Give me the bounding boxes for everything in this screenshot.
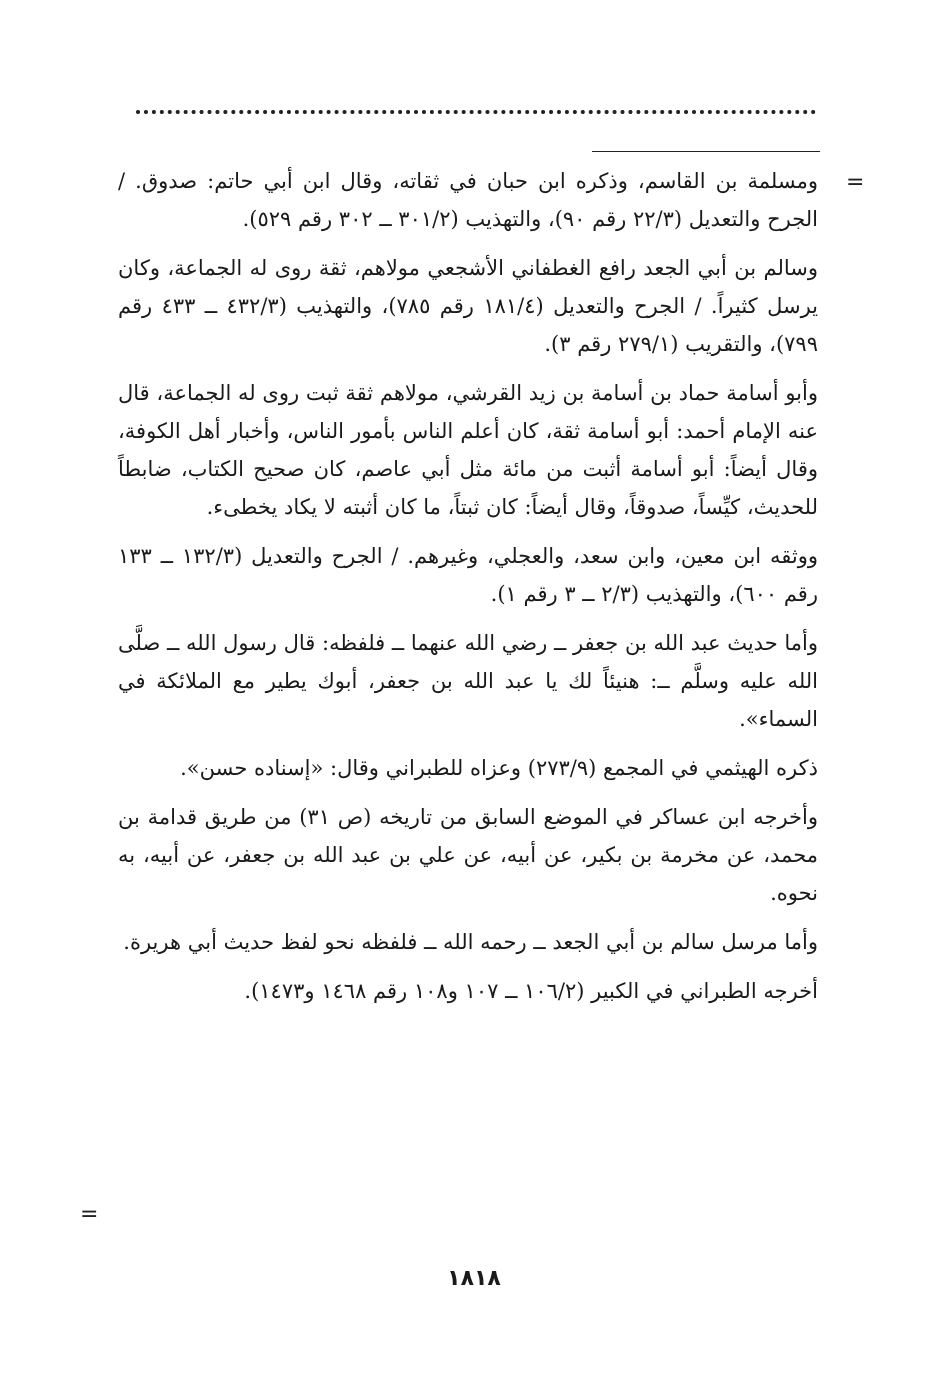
- dotted-separator: [136, 110, 816, 122]
- paragraph-9: أخرجه الطبراني في الكبير (١٠٦/٢ ــ ١٠٧ و١٠٨ رقم ١٤٦٨ و١٤٧٣).: [244, 979, 818, 1003]
- paragraph-4: ووثقه ابن معين، وابن سعد، والعجلي، وغيرهم. / الجرح والتعديل (١٣٢/٣ ــ ١٣٣ رقم ٦٠٠)، والتهذيب (٢/٣ ــ ٣ رقم ١).: [118, 544, 819, 606]
- paragraph-5: وأما حديث عبد الله بن جعفر ــ رضي الله عنهما ــ فلفظه: قال رسول الله ــ صلَّى الله عليه وسلَّم ــ: هنيئاً لك يا عبد الله بن جعفر، أبوك يطير مع الملائكة في السماء».: [118, 631, 818, 731]
- footnote-rule: [592, 151, 820, 152]
- paragraph-3: وأبو أسامة حماد بن أسامة بن زيد القرشي، مولاهم ثقة ثبت روى له الجماعة، قال عنه الإمام أحمد: أبو أسامة ثقة، كان أعلم الناس بأمور الناس، وأخبار أهل الكوفة، وقال أيضاً: أبو أسامة أثبت من مائة مثل أبي عاصم، كان صحيح الكتاب، ضابطاً للحديث، كيِّساً، صدوقاً، وقال أيضاً: كان ثبتاً، ما كان أثبته لا يكاد يخطىء.: [118, 381, 818, 519]
- paragraph-6: ذكره الهيثمي في المجمع (٢٧٣/٩) وعزاه للطبراني وقال: «إسناده حسن».: [180, 756, 818, 780]
- paragraph-8: وأما مرسل سالم بن أبي الجعد ــ رحمه الله ــ فلفظه نحو لفظ حديث أبي هريرة.: [123, 930, 818, 954]
- continuation-mark-bottom: =: [80, 1202, 99, 1227]
- continuation-mark-top: =: [846, 170, 865, 195]
- paragraph-7: وأخرجه ابن عساكر في الموضع السابق من تاريخه (ص ٣١) من طريق قدامة بن محمد، عن مخرمة بن بكير، عن أبيه، عن علي بن عبد الله بن جعفر، عن أبيه، به نحوه.: [118, 805, 818, 905]
- paragraph-2: وسالم بن أبي الجعد رافع الغطفاني الأشجعي مولاهم، ثقة روى له الجماعة، وكان يرسل كثيراً. / الجرح والتعديل (١٨١/٤ رقم ٧٨٥)، والتهذيب (٤٣٢/٣ ــ ٤٣٣ رقم ٧٩٩)، والتقريب (٢٧٩/١ رقم ٣).: [118, 256, 819, 356]
- page-number: ١٨١٨: [447, 1266, 501, 1291]
- paragraph-1: ومسلمة بن القاسم، وذكره ابن حبان في ثقاته، وقال ابن أبي حاتم: صدوق. / الجرح والتعديل (٢٢/٣ رقم ٩٠)، والتهذيب (٣٠١/٢ ــ ٣٠٢ رقم ٥٢٩).: [118, 169, 818, 231]
- footnote-text: [118, 162, 818, 1021]
